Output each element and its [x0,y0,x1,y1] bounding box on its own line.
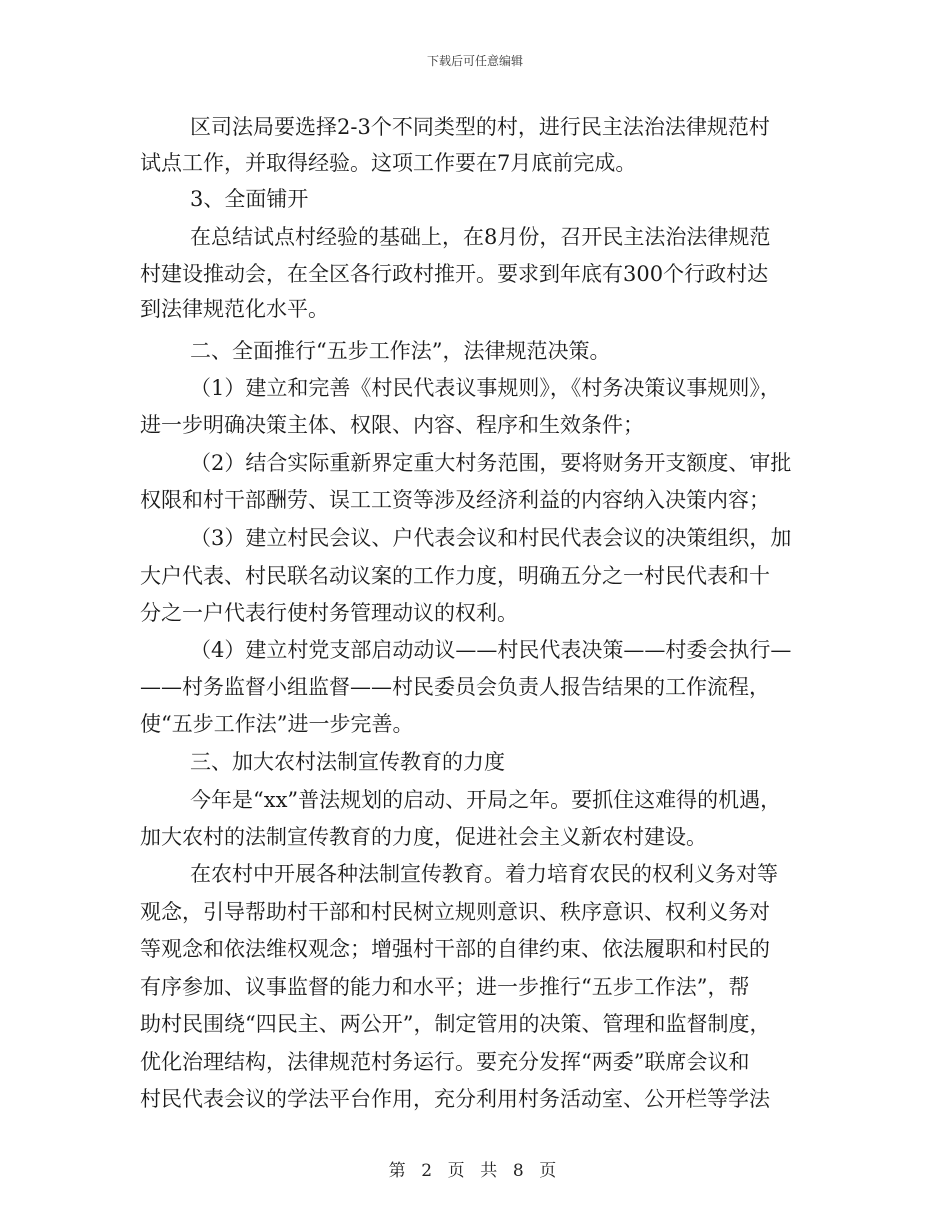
text-line: 试点工作，并取得经验。这项工作要在7月底前完成。 [140,151,637,175]
text-line: 优化治理结构，法律规范村务运行。要充分发挥“两委”联席会议和 [140,1050,750,1074]
page-header: 下载后可任意编辑 [426,54,523,68]
text-line: 到法律规范化水平。 [140,297,329,321]
text-line: 今年是“xx”普法规划的启动、开局之年。要抓住这难得的机遇， [190,788,782,812]
section-heading: 三、加大农村法制宣传教育的力度 [190,750,505,774]
page-number: 第 2 页 共 8 页 [388,1161,562,1181]
text-line: 在总结试点村经验的基础上，在8月份，召开民主法治法律规范 [190,225,771,249]
text-line: 大户代表、村民联名动议案的工作力度，明确五分之一村民代表和十 [140,564,770,588]
text-line: 区司法局要选择2-3个不同类型的村，进行民主法治法律规范村 [190,115,770,139]
section-heading: 3、全面铺开 [190,187,309,211]
text-line: 观念，引导帮助村干部和村民树立规则意识、秩序意识、权利义务对 [140,900,770,924]
section-heading: 二、全面推行“五步工作法”，法律规范决策。 [190,339,611,363]
text-line: 助村民围绕“四民主、两公开”，制定管用的决策、管理和监督制度， [140,1012,771,1036]
text-line: 使“五步工作法”进一步完善。 [140,712,414,736]
text-line: 进一步明确决策主体、权限、内容、程序和生效条件； [140,413,644,437]
text-line: （3）建立村民会议、户代表会议和村民代表会议的决策组织，加 [190,526,792,550]
text-line: ——村务监督小组监督——村民委员会负责人报告结果的工作流程， [140,675,770,699]
text-line: 有序参加、议事监督的能力和水平；进一步推行“五步工作法”，帮 [140,975,750,999]
text-line: 加大农村的法制宣传教育的力度，促进社会主义新农村建设。 [140,825,707,849]
text-line: 在农村中开展各种法制宣传教育。着力培育农民的权利义务对等 [190,862,778,886]
text-line: （4）建立村党支部启动动议——村民代表决策——村委会执行— [190,638,792,662]
text-line: （2）结合实际重新界定重大村务范围，要将财务开支额度、审批 [190,451,792,475]
text-line: 权限和村干部酬劳、误工工资等涉及经济利益的内容纳入决策内容； [140,488,770,512]
text-line: 等观念和依法维权观念；增强村干部的自律约束、依法履职和村民的 [140,937,770,961]
text-line: 分之一户代表行使村务管理动议的权利。 [140,601,518,625]
text-line: （1）建立和完善《村民代表议事规则》，《村务决策议事规则》， [190,376,781,400]
text-line: 村建设推动会，在全区各行政村推开。要求到年底有300个行政村达 [140,262,769,286]
text-line: 村民代表会议的学法平台作用，充分利用村务活动室、公开栏等学法 [140,1087,770,1111]
